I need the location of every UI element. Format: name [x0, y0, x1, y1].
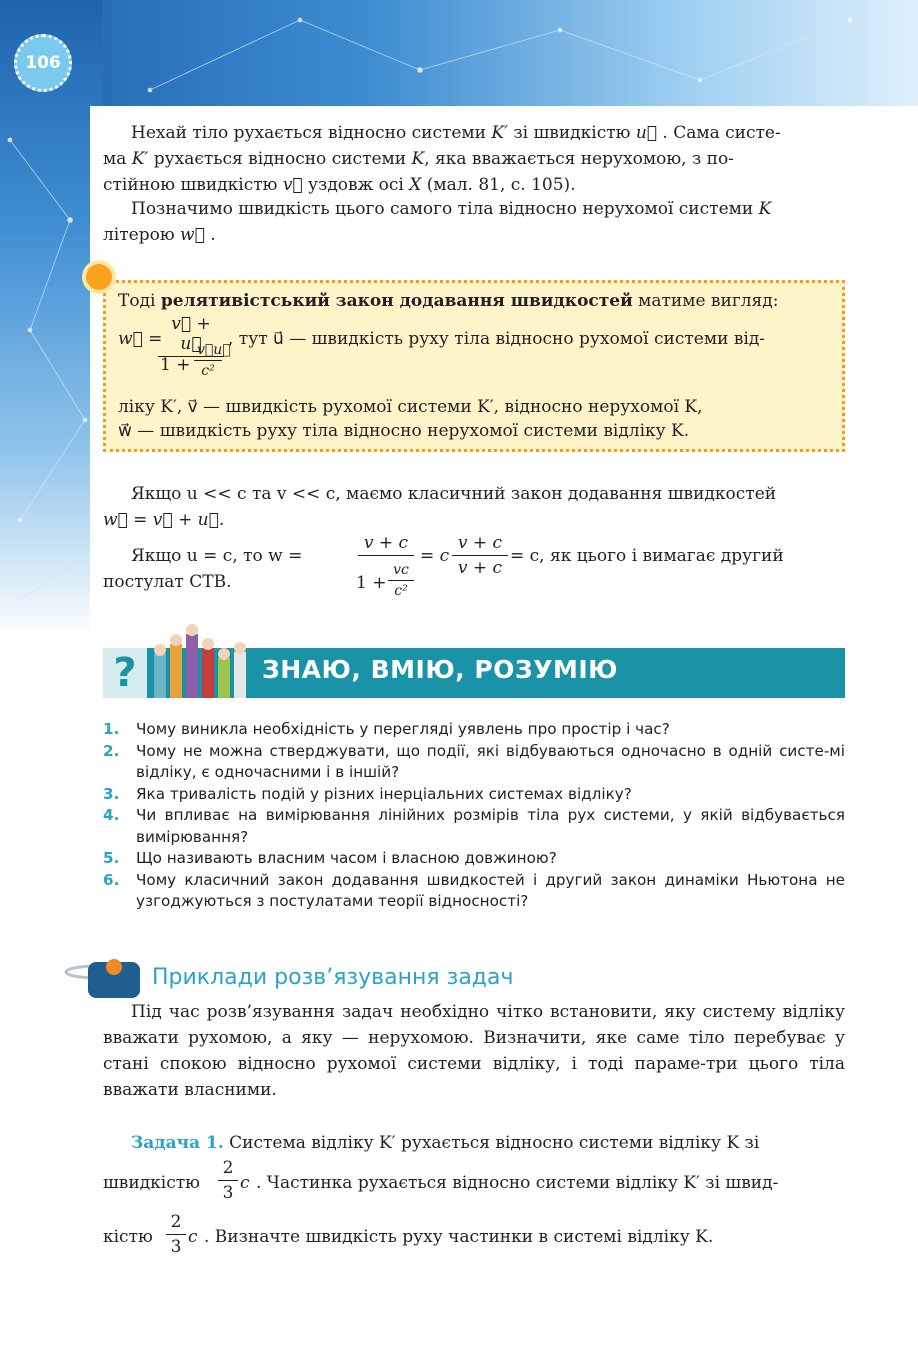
classic-line-3-end: = c, як цього і вимагає другий [510, 546, 784, 566]
highlight-line-4: w⃗ — швидкість руху тіла відносно нерухомої системи відліку K. [118, 421, 690, 441]
formula-limit-den-fraction: $\frac{vc}{\text{c²}}$ [388, 562, 414, 599]
classic-line-4: постулат СТВ. [103, 572, 232, 592]
task-line-1: Задача 1. Система відліку K′ рухається відносно системи відліку K зі [131, 1133, 760, 1153]
formula-eq-c: = c [420, 546, 450, 566]
question-mark-icon: ? [103, 648, 147, 698]
task-fraction-1-c: c [240, 1173, 250, 1193]
intro-line-2: ма K′ рухається відносно системи K, яка вважається нерухомою, з по- [103, 149, 734, 169]
task-fraction-1: $\frac{2}{3}$ [218, 1158, 238, 1203]
list-item: 6. Чому класичний закон додавання швидкостей і другий закон динаміки Ньютона не узгоджуються з постулатами теорії відносності? [103, 870, 845, 910]
highlight-line-1: Тоді релятивістський закон додавання швидкостей матиме вигляд: [118, 291, 779, 311]
raised-hands-icon [148, 624, 248, 698]
task-line-2-start: швидкістю [103, 1173, 200, 1193]
formula-denominator-fraction: $\frac{v⃗u⃗}{\text{c²}}$ [194, 342, 222, 379]
task-line-3-start: кістю [103, 1227, 153, 1247]
highlight-line-3: ліку K′, v⃗ — швидкість рухомої системи K′, відносно нерухомої K, [118, 397, 703, 417]
intro-line-1: Нехай тіло рухається відносно системи K′ зі швидкістю u⃗ . Сама систе- [131, 123, 781, 143]
formula-limit-one: 1 + [356, 573, 387, 593]
list-item: 1. Чому виникла необхідність у перегляді уявлень про простір і час? [103, 720, 670, 738]
list-item: 5. Що називають власним часом і власною довжиною? [103, 849, 557, 867]
task-fraction-2-c: c [188, 1227, 198, 1247]
examples-section-icon [62, 954, 142, 1000]
formula-relativistic: v⃗ + u⃗ [158, 314, 224, 357]
examples-title: Приклади розв’язування задач [152, 965, 514, 990]
task-line-3-end: . Визначте швидкість руху частинки в системі відліку K. [204, 1227, 714, 1247]
questions-list [103, 719, 845, 913]
intro-line-3: стійною швидкістю v⃗ уздовж осі X (мал. 81, с. 105). [103, 175, 576, 195]
intro-line-4: Позначимо швидкість цього самого тіла відносно нерухомої системи K [131, 199, 772, 219]
list-item: 4. Чи впливає на вимірювання лінійних розмірів тіла рух системи, у якій відбувається вимірювання? [103, 806, 845, 846]
examples-paragraph: Під час розв’язування задач необхідно чітко встановити, яку систему відліку вважати рухомою, а яку — нерухомою. Визначити, яке саме тіло перебуває у стані спокою відносно рухомої системи відліку, і тоді параме-три цього тіла вважати власними. [103, 1002, 845, 1100]
formula-limit-2: $\frac{v + c}{v + c}$ [452, 533, 508, 578]
section-title: ЗНАЮ, ВМІЮ, РОЗУМІЮ [262, 655, 618, 684]
formula-denominator-one: 1 + [160, 355, 191, 375]
list-item: 2. Чому не можна стверджувати, що події, які відбуваються одночасно в одній систе-мі відліку, є одночасними і в іншій? [103, 741, 845, 781]
task-line-2-end: . Частинка рухається відносно системи відліку K′ зі швид- [256, 1173, 779, 1193]
sun-icon [86, 264, 112, 290]
classic-line-1: Якщо u << c та v << c, маємо класичний закон додавання швидкостей [131, 484, 777, 504]
formula-w-eq: w⃗ = [118, 329, 163, 349]
highlight-line-2: , тут u⃗ — швидкість руху тіла відносно рухомої системи від- [228, 329, 766, 349]
list-item: 3. Яка тривалість подій у різних інерціальних системах відліку? [103, 784, 632, 803]
classic-line-3-start: Якщо u = c, то w = [131, 546, 303, 566]
formula-limit-1: v + c [358, 533, 414, 556]
page-number: 106 [14, 34, 72, 92]
intro-line-5: літерою w⃗ . [103, 225, 216, 245]
task-fraction-2: $\frac{2}{3}$ [166, 1212, 186, 1257]
classic-line-2: w⃗ = v⃗ + u⃗. [103, 510, 225, 530]
